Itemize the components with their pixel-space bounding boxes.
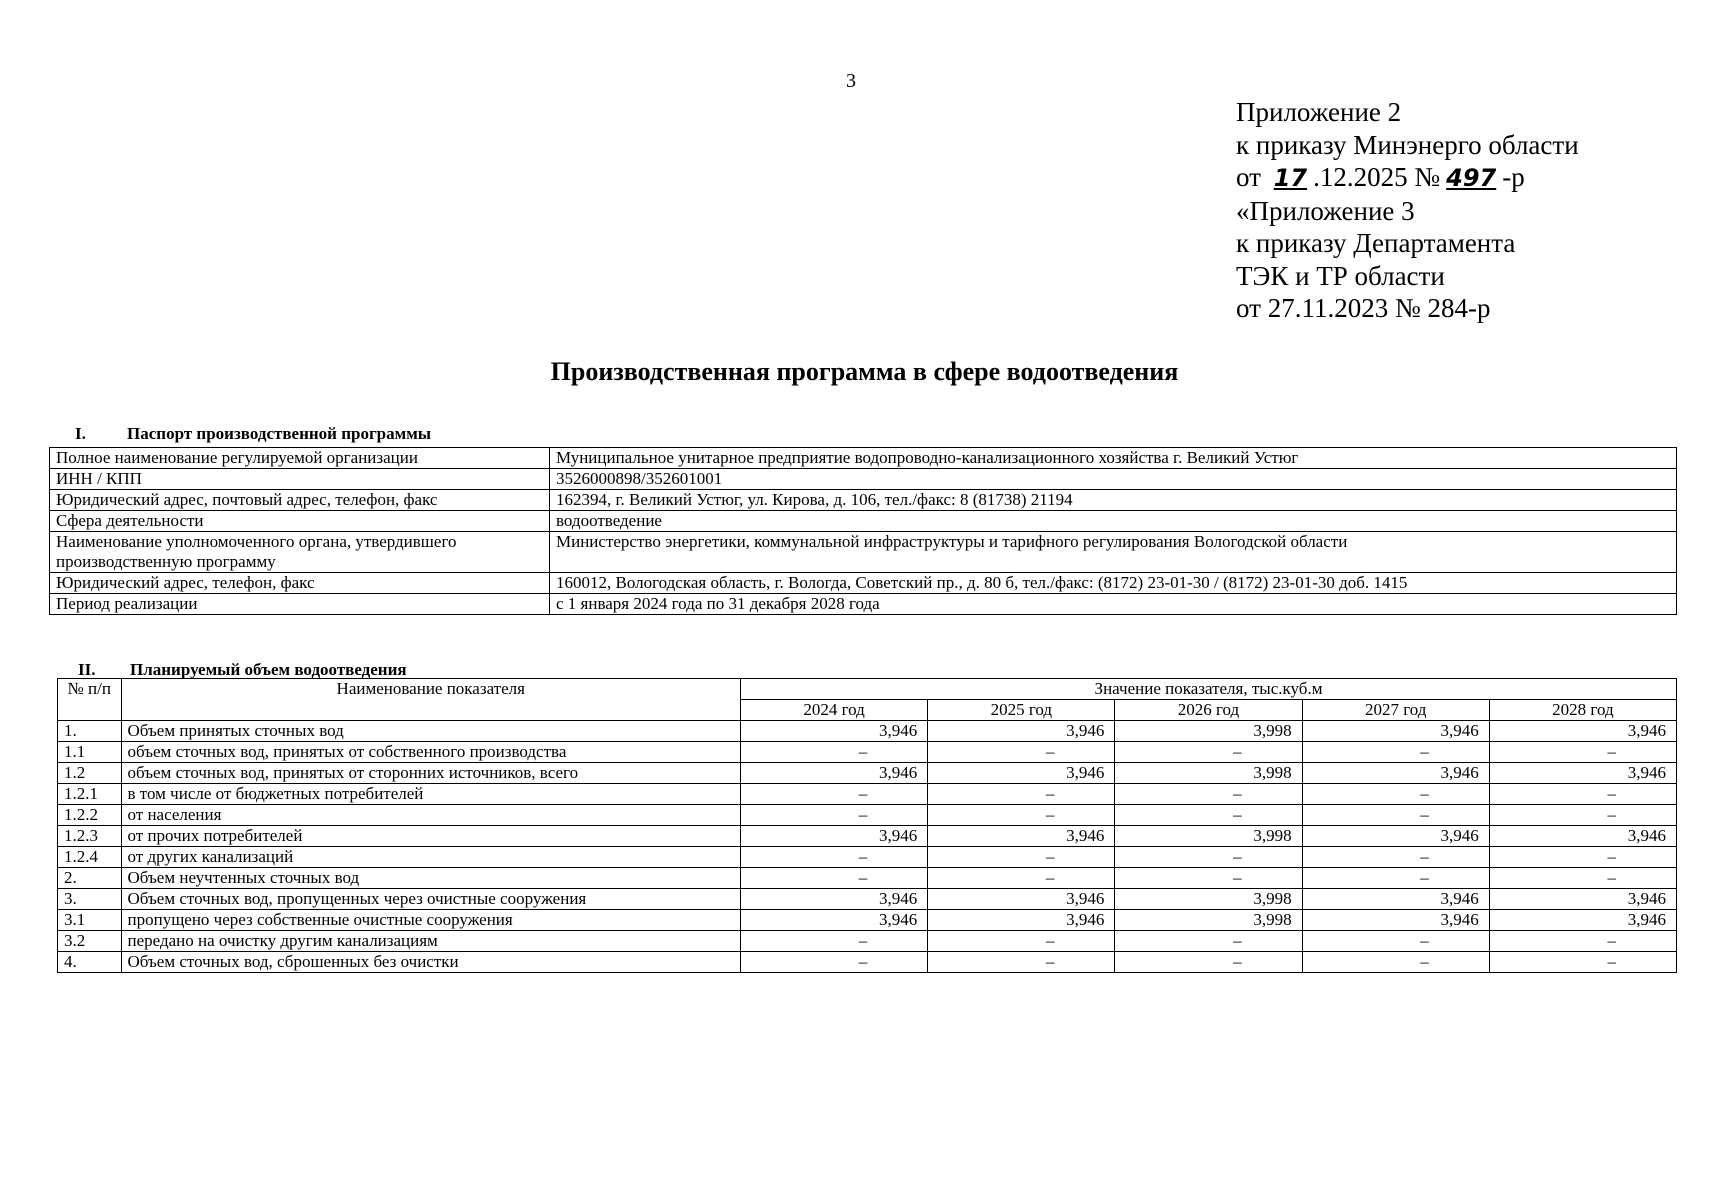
section-title: Планируемый объем водоотведения	[130, 660, 407, 679]
value-cell: –	[741, 847, 928, 868]
volume-table	[57, 678, 1677, 973]
value-cell: –	[1302, 868, 1489, 889]
value-cell: –	[1302, 847, 1489, 868]
value-cell: –	[928, 784, 1115, 805]
table-row	[58, 910, 1677, 931]
value-cell: –	[1302, 931, 1489, 952]
annex-date-prefix: от	[1236, 162, 1261, 192]
passport-label: Период реализации	[50, 594, 550, 615]
table-row	[58, 952, 1677, 973]
table-row	[58, 805, 1677, 826]
passport-value: с 1 января 2024 года по 31 декабря 2028 года	[550, 594, 1677, 615]
value-cell: –	[1302, 784, 1489, 805]
handwritten-order-number: 497	[1446, 164, 1497, 192]
row-number: 4.	[58, 952, 122, 973]
value-cell: 3,998	[1115, 889, 1302, 910]
page-number: 3	[846, 70, 856, 92]
value-cell: 3,946	[1302, 721, 1489, 742]
value-cell: 3,946	[928, 826, 1115, 847]
annex-line: ТЭК и ТР области	[1236, 260, 1445, 291]
column-header-value-group: Значение показателя, тыс.куб.м	[741, 679, 1677, 700]
section-number: I.	[75, 424, 86, 443]
section-title: Паспорт производственной программы	[127, 424, 432, 443]
table-row	[50, 511, 1677, 532]
value-cell: –	[1302, 952, 1489, 973]
column-header-year: 2027 год	[1302, 700, 1489, 721]
value-cell: 3,946	[741, 826, 928, 847]
row-number: 1.2.4	[58, 847, 122, 868]
annex-line: к приказу Минэнерго области	[1236, 129, 1579, 160]
value-cell: 3,946	[928, 763, 1115, 784]
value-cell: –	[741, 742, 928, 763]
column-header-year: 2024 год	[741, 700, 928, 721]
value-cell: –	[741, 784, 928, 805]
table-row	[58, 721, 1677, 742]
table-row	[58, 931, 1677, 952]
value-cell: 3,946	[741, 889, 928, 910]
row-number: 1.	[58, 721, 122, 742]
section-heading-passport	[75, 424, 431, 444]
column-header-year: 2025 год	[928, 700, 1115, 721]
value-cell: –	[1115, 784, 1302, 805]
value-cell: –	[1115, 742, 1302, 763]
passport-label: Сфера деятельности	[50, 511, 550, 532]
passport-label: ИНН / КПП	[50, 469, 550, 490]
row-name: пропущено через собственные очистные сооружения	[121, 910, 741, 931]
value-cell: –	[741, 952, 928, 973]
value-cell: 3,998	[1115, 910, 1302, 931]
table-header-row	[58, 679, 1677, 700]
value-cell: –	[1489, 784, 1676, 805]
passport-value: 3526000898/352601001	[550, 469, 1677, 490]
value-cell: –	[928, 952, 1115, 973]
value-cell: 3,946	[1302, 910, 1489, 931]
row-number: 1.2	[58, 763, 122, 784]
value-cell: 3,946	[1489, 826, 1676, 847]
annex-block	[1236, 96, 1579, 325]
passport-value: 160012, Вологодская область, г. Вологда, Советский пр., д. 80 б, тел./факс: (8172) 23-01-30 / (8172) 23-01-30 доб. 1415	[550, 573, 1677, 594]
row-name: передано на очистку другим канализациям	[121, 931, 741, 952]
row-number: 1.2.1	[58, 784, 122, 805]
column-header-year: 2026 год	[1115, 700, 1302, 721]
row-name: объем сточных вод, принятых от сторонних источников, всего	[121, 763, 741, 784]
handwritten-day: 17	[1273, 164, 1308, 192]
value-cell: 3,946	[1489, 889, 1676, 910]
row-name: от других канализаций	[121, 847, 741, 868]
annex-line: к приказу Департамента	[1236, 228, 1516, 258]
row-name: в том числе от бюджетных потребителей	[121, 784, 741, 805]
table-row	[58, 868, 1677, 889]
value-cell: 3,946	[1302, 826, 1489, 847]
column-header-name: Наименование показателя	[121, 679, 741, 721]
value-cell: –	[1115, 952, 1302, 973]
value-cell: –	[1302, 742, 1489, 763]
document-title: Производственная программа в сфере водоотведения	[550, 357, 1179, 386]
section-heading-volume	[78, 660, 407, 680]
table-row	[58, 826, 1677, 847]
row-number: 1.2.3	[58, 826, 122, 847]
row-name: объем сточных вод, принятых от собственного производства	[121, 742, 741, 763]
value-cell: 3,946	[741, 721, 928, 742]
value-cell: 3,946	[741, 910, 928, 931]
passport-label: Юридический адрес, почтовый адрес, телефон, факс	[50, 490, 550, 511]
passport-label: Юридический адрес, телефон, факс	[50, 573, 550, 594]
annex-line: от 27.11.2023 № 284-р	[1236, 293, 1491, 323]
row-name: Объем сточных вод, сброшенных без очистки	[121, 952, 741, 973]
annex-line: «Приложение 3	[1236, 195, 1415, 226]
value-cell: –	[1489, 931, 1676, 952]
row-name: от населения	[121, 805, 741, 826]
passport-label: Полное наименование регулируемой организации	[50, 448, 550, 469]
row-name: от прочих потребителей	[121, 826, 741, 847]
passport-label: Наименование уполномоченного органа, утвердившего производственную программу	[50, 532, 550, 573]
row-number: 3.1	[58, 910, 122, 931]
value-cell: 3,946	[928, 910, 1115, 931]
passport-value: 162394, г. Великий Устюг, ул. Кирова, д. 106, тел./факс: 8 (81738) 21194	[550, 490, 1677, 511]
section-number: II.	[78, 660, 96, 679]
row-name: Объем неучтенных сточных вод	[121, 868, 741, 889]
value-cell: 3,946	[928, 889, 1115, 910]
value-cell: –	[1489, 847, 1676, 868]
value-cell: –	[928, 742, 1115, 763]
value-cell: 3,946	[928, 721, 1115, 742]
annex-date-line	[1236, 161, 1579, 195]
passport-table	[49, 447, 1677, 615]
row-name: Объем сточных вод, пропущенных через очистные сооружения	[121, 889, 741, 910]
value-cell: 3,946	[741, 763, 928, 784]
passport-value: Министерство энергетики, коммунальной инфраструктуры и тарифного регулирования Вологодской области	[550, 532, 1677, 573]
row-number: 1.2.2	[58, 805, 122, 826]
column-header-year: 2028 год	[1489, 700, 1676, 721]
table-row	[50, 469, 1677, 490]
value-cell: –	[1115, 805, 1302, 826]
value-cell: 3,946	[1489, 910, 1676, 931]
table-row	[50, 594, 1677, 615]
table-row	[50, 448, 1677, 469]
value-cell: –	[928, 805, 1115, 826]
table-row	[58, 889, 1677, 910]
value-cell: –	[741, 805, 928, 826]
table-row	[50, 573, 1677, 594]
table-row	[58, 763, 1677, 784]
value-cell: 3,998	[1115, 763, 1302, 784]
value-cell: 3,946	[1302, 763, 1489, 784]
value-cell: 3,946	[1302, 889, 1489, 910]
value-cell: –	[1115, 847, 1302, 868]
value-cell: –	[1115, 931, 1302, 952]
value-cell: –	[928, 931, 1115, 952]
value-cell: 3,998	[1115, 721, 1302, 742]
value-cell: –	[741, 931, 928, 952]
passport-value: Муниципальное унитарное предприятие водопроводно-канализационного хозяйства г. Великий Устюг	[550, 448, 1677, 469]
table-row	[50, 490, 1677, 511]
value-cell: –	[928, 847, 1115, 868]
value-cell: 3,946	[1489, 763, 1676, 784]
table-row	[58, 847, 1677, 868]
value-cell: –	[1489, 805, 1676, 826]
table-row	[58, 742, 1677, 763]
annex-line: Приложение 2	[1236, 97, 1402, 127]
annex-date-suffix: -р	[1502, 162, 1525, 192]
value-cell: 3,998	[1115, 826, 1302, 847]
row-number: 1.1	[58, 742, 122, 763]
value-cell: –	[741, 868, 928, 889]
value-cell: –	[1489, 952, 1676, 973]
value-cell: –	[1489, 868, 1676, 889]
table-row	[58, 784, 1677, 805]
value-cell: –	[1489, 742, 1676, 763]
passport-value: водоотведение	[550, 511, 1677, 532]
value-cell: –	[928, 868, 1115, 889]
value-cell: –	[1302, 805, 1489, 826]
value-cell: 3,946	[1489, 721, 1676, 742]
row-number: 3.2	[58, 931, 122, 952]
row-number: 2.	[58, 868, 122, 889]
column-header-number: № п/п	[58, 679, 122, 721]
value-cell: –	[1115, 868, 1302, 889]
row-name: Объем принятых сточных вод	[121, 721, 741, 742]
table-row	[50, 532, 1677, 573]
annex-date-mid: .12.2025 №	[1313, 162, 1441, 192]
row-number: 3.	[58, 889, 122, 910]
